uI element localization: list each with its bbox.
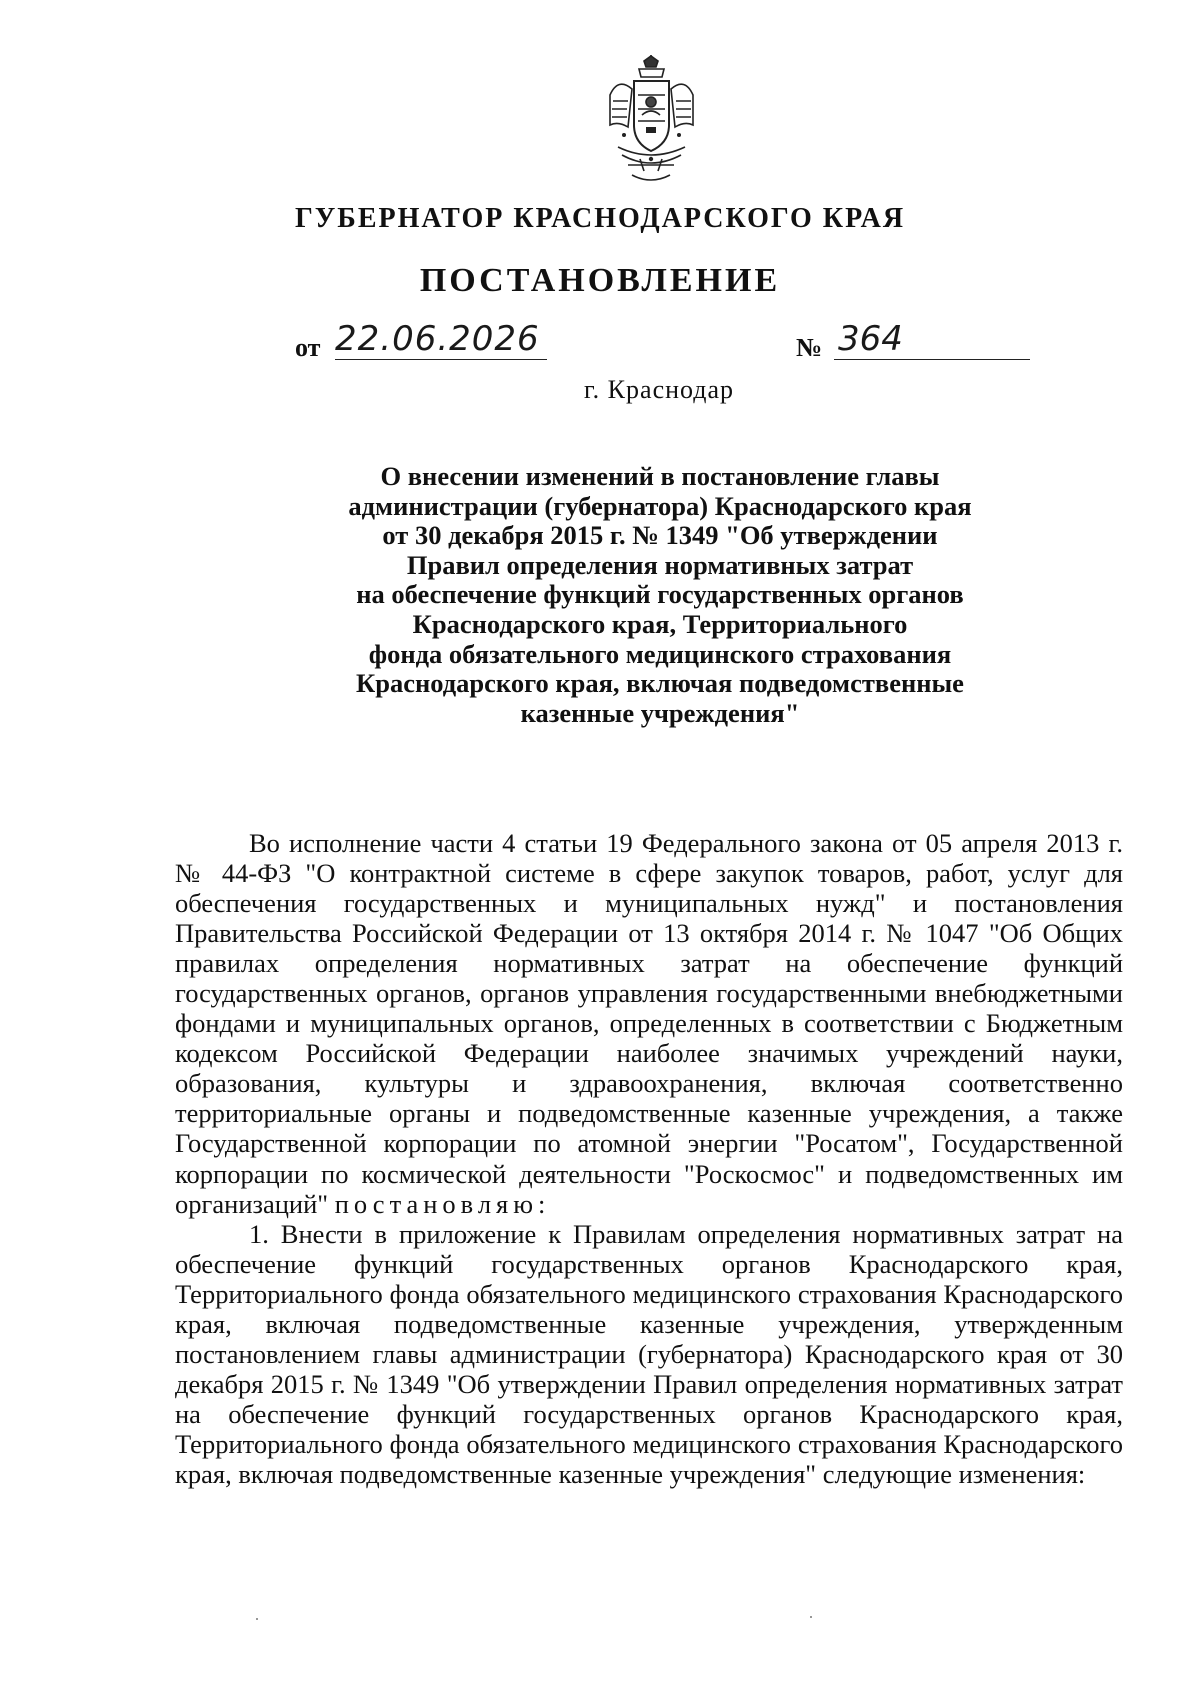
item-1-paragraph: 1. Внести в приложение к Правилам определения нормативных затрат на обеспечение функций государственных органов Краснодарского края, Территориального фонда обязательного медицинского страхования Краснодарского края, включая подведомственные казенные учреждения, утвержденным постановлением главы администрации (губернатора) Краснодарского края от 30 декабря 2015 г. № 1349 "Об утверждении Правил определения нормативных затрат на обеспечение функций государственных органов Краснодарского края, Территориального фонда обязательного медицинского страхования Краснодарского края, включая подведомственные казенные учреждения" следующие изменения: [175,1218,1123,1489]
city-name: г. Краснодар [583,375,735,404]
scan-speck [810,1616,812,1618]
title-line: фонда обязательного медицинского страхования [368,638,952,669]
title-line: Краснодарского края, Территориального [412,608,908,639]
title-line: Краснодарского края, включая подведомственные [356,668,964,699]
title-line: от 30 декабря 2015 г. № 1349 "Об утверждении [382,520,938,551]
number-value: 364 [838,319,903,359]
number-prefix: № [796,333,823,362]
date-value: 22.06.2026 [335,319,540,359]
document-body [175,828,1123,1489]
preamble-text: Во исполнение части 4 статьи 19 Федерального закона от 05 апреля 2013 г. № 44-ФЗ "О контрактной системе в сфере закупок товаров, работ, услуг для обеспечения государственных и муниципальных нужд" и постановления Правительства Российской Федерации от 13 октября 2014 г. № 1047 "Об Общих правилах определения нормативных затрат на обеспечение функций государственных органов, органов управления государственными внебюджетными фондами и муниципальных органов, определенных в соответствии с Бюджетным кодексом Российской Федерации наиболее значимых учреждений науки, образования, культуры и здравоохранения, включая соответственно территориальные органы и подведомственные казенные учреждения, а также Государственной корпорации по атомной энергии "Росатом", Государственной корпорации по космической деятельности "Роскосмос" и подведомственных им организаций" [175,828,1123,1219]
preamble-paragraph [175,828,1123,1219]
title-line: администрации (губернатора) Краснодарского края [348,490,972,521]
title-line: О внесении изменений в постановление главы [380,461,940,491]
scan-speck [256,1618,258,1620]
date-prefix: от [295,333,321,362]
date-underline [335,359,547,360]
title-line: казенные учреждения" [520,697,800,728]
document-type: ПОСТАНОВЛЕНИЕ [419,262,781,299]
issuing-authority: ГУБЕРНАТОР КРАСНОДАРСКОГО КРАЯ [294,203,906,234]
title-line: Правил определения нормативных затрат [406,549,914,580]
resolve-word: постановляю: [334,1188,551,1219]
title-line: на обеспечение функций государственных органов [356,579,964,610]
city-line [0,375,1200,405]
coat-of-arms-icon [604,55,699,190]
number-underline [834,359,1030,360]
document-title [300,462,1020,728]
